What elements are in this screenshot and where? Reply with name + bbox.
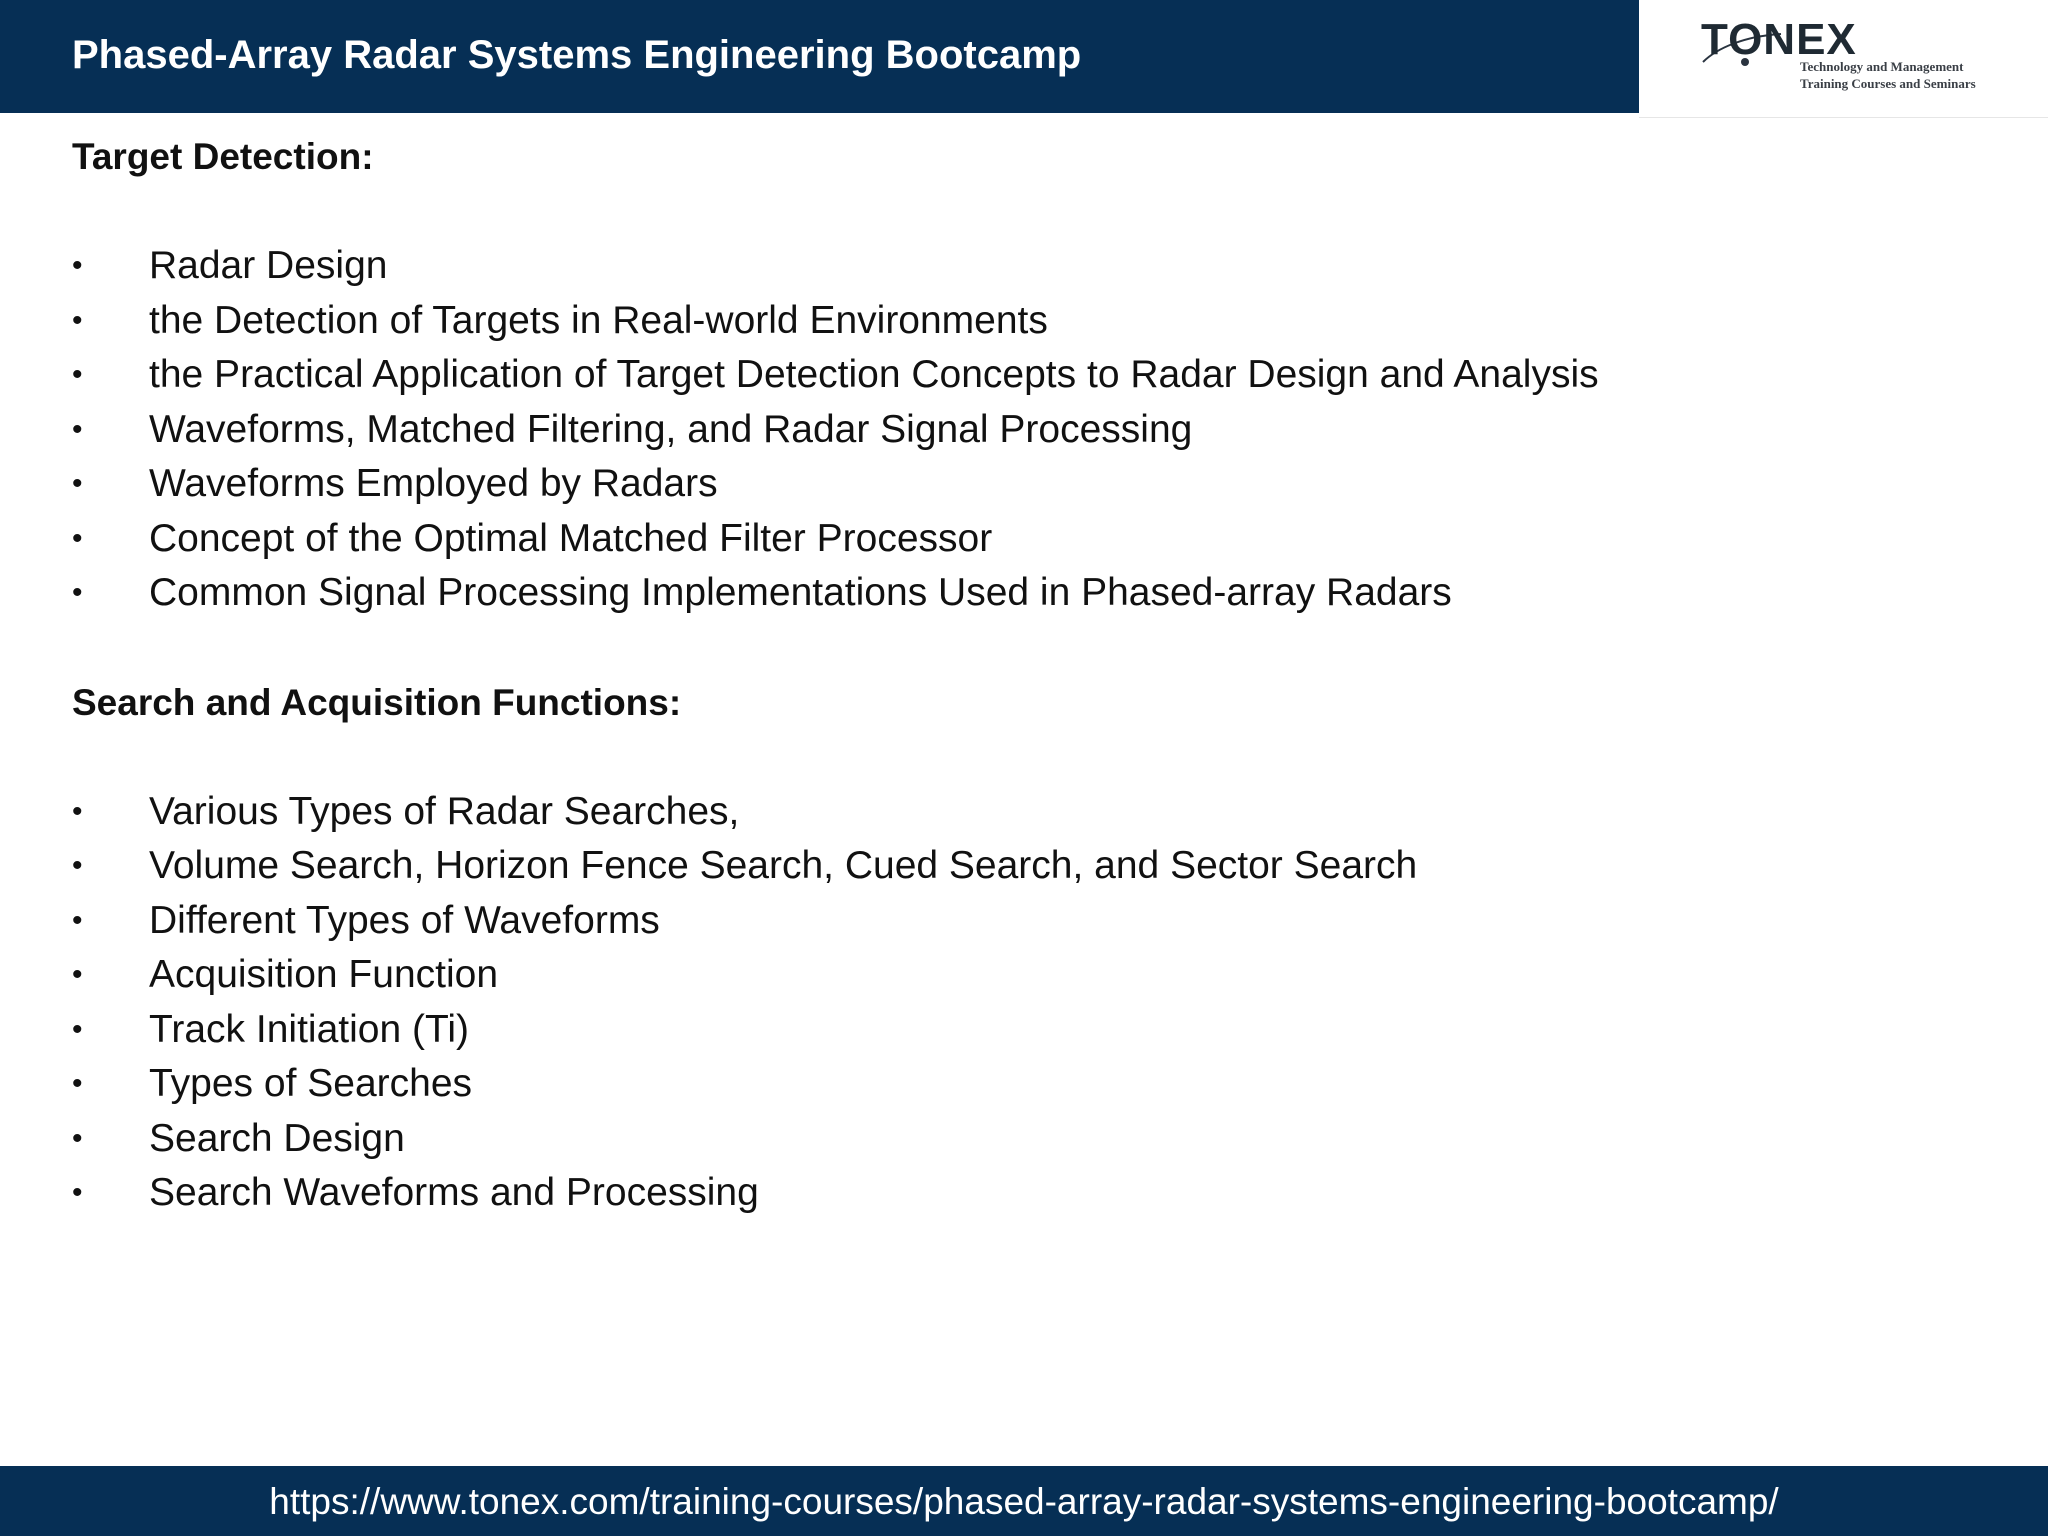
list-item-text: the Practical Application of Target Detection Concepts to Radar Design and Analysis — [149, 353, 1599, 396]
bullet-icon: • — [72, 794, 83, 828]
bullet-icon: • — [72, 849, 83, 882]
footer-url-link[interactable]: https://www.tonex.com/training-courses/phased-array-radar-systems-engineering-bootcamp/ — [269, 1481, 1779, 1522]
bullet-icon: • — [72, 903, 83, 937]
slide-content — [72, 130, 1972, 1221]
list-item — [72, 839, 1972, 894]
bullet-icon: • — [72, 249, 83, 282]
bullet-icon: • — [72, 958, 83, 991]
list-item — [72, 894, 1972, 949]
section-heading-target-detection: Target Detection: — [72, 136, 374, 177]
list-item-text: Search Waveforms and Processing — [149, 1171, 759, 1214]
logo-tagline-line-1: Technology and Management — [1800, 59, 1964, 74]
bullet-list-search-acquisition — [72, 785, 1972, 1221]
spacer — [72, 730, 1972, 785]
bullet-icon: • — [72, 576, 83, 609]
list-item — [72, 294, 1972, 349]
list-item — [72, 512, 1972, 567]
bullet-icon: • — [72, 303, 83, 337]
spacer — [72, 621, 1972, 676]
list-item-text: Acquisition Function — [149, 953, 499, 996]
list-item-text: Track Initiation (Ti) — [149, 1007, 469, 1051]
list-item — [72, 1003, 1972, 1058]
list-item-text: Types of Searches — [149, 1062, 473, 1105]
bullet-list-target-detection — [72, 239, 1972, 621]
logo-tagline-line-2: Training Courses and Seminars — [1800, 76, 1976, 91]
section-heading-search-acquisition: Search and Acquisition Functions: — [72, 681, 682, 723]
list-item — [72, 785, 1972, 840]
list-item-text: Common Signal Processing Implementations Used in Phased-array Radars — [149, 571, 1452, 614]
list-item — [72, 948, 1972, 1003]
list-item — [72, 1112, 1972, 1167]
bullet-icon: • — [72, 1012, 83, 1046]
bullet-icon: • — [72, 467, 83, 500]
header-bar — [0, 0, 1639, 113]
page-title: Phased-Array Radar Systems Engineering Bootcamp — [72, 33, 1082, 77]
logo-tagline — [1800, 58, 1976, 92]
list-item — [72, 348, 1972, 403]
list-item — [72, 1057, 1972, 1112]
logo-wordmark: TONEX — [1701, 15, 1857, 64]
list-item — [72, 457, 1972, 512]
list-item-text: Radar Design — [149, 244, 388, 287]
list-item — [72, 1166, 1972, 1221]
list-item-text: Search Design — [149, 1116, 405, 1160]
bullet-icon: • — [72, 521, 83, 555]
logo — [1639, 0, 2048, 118]
list-item-text: Concept of the Optimal Matched Filter Processor — [149, 516, 993, 560]
list-item-text: Various Types of Radar Searches, — [149, 789, 740, 833]
list-item-text: Volume Search, Horizon Fence Search, Cued Search, and Sector Search — [149, 844, 1418, 887]
bullet-icon: • — [72, 358, 83, 391]
list-item — [72, 566, 1972, 621]
list-item-text: Different Types of Waveforms — [149, 898, 660, 942]
list-item-text: the Detection of Targets in Real-world Environments — [149, 298, 1048, 342]
list-item — [72, 403, 1972, 458]
list-item — [72, 239, 1972, 294]
bullet-icon: • — [72, 1121, 83, 1155]
spacer — [72, 184, 1972, 239]
footer-bar — [0, 1466, 2048, 1536]
list-item-text: Waveforms Employed by Radars — [149, 462, 718, 505]
bullet-icon: • — [72, 1176, 83, 1209]
bullet-icon: • — [72, 412, 83, 446]
list-item-text: Waveforms, Matched Filtering, and Radar Signal Processing — [149, 407, 1193, 451]
bullet-icon: • — [72, 1067, 83, 1100]
